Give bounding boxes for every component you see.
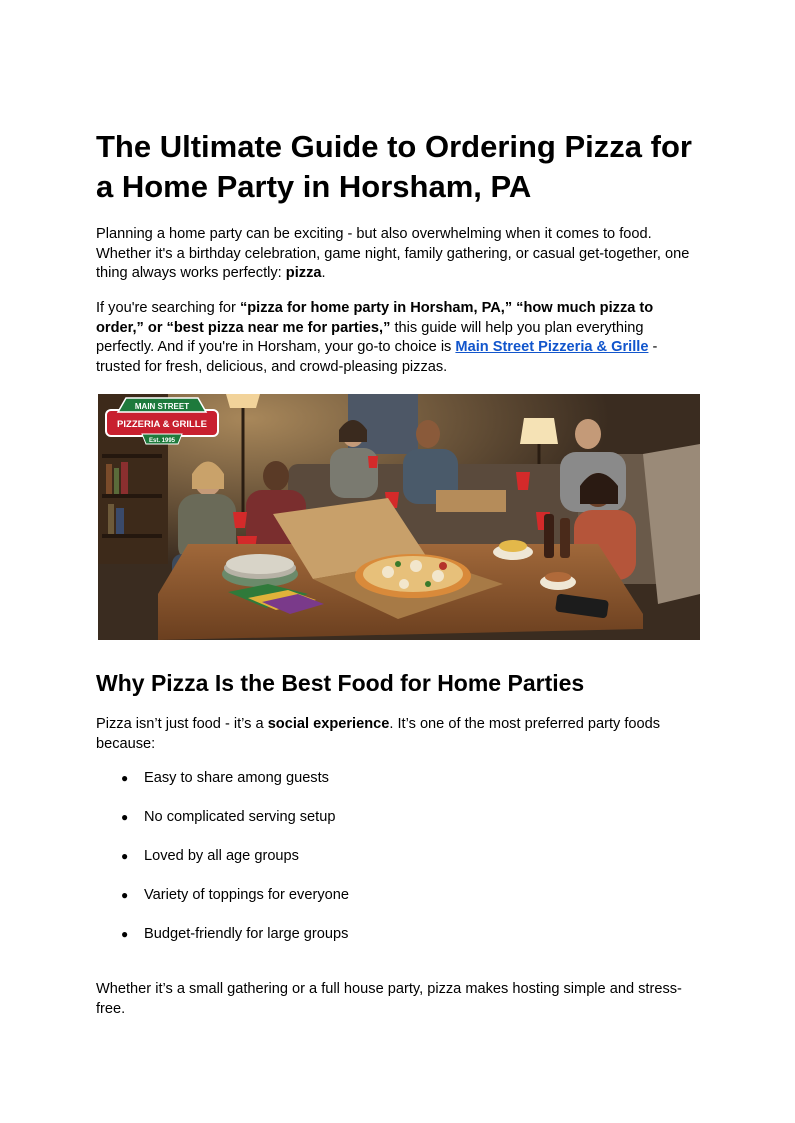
bullet-icon: ● [121, 927, 129, 941]
list-item [96, 847, 696, 886]
intro-paragraph [96, 225, 701, 284]
intro-text: Planning a home party can be exciting - but also overwhelming when it comes to food. Whether it's a birthday celebration, game night, family gathering, or casual get-together, one thing always works perfectly: [96, 226, 690, 281]
lamp-shade-icon [226, 394, 260, 408]
list-item-text: Variety of toppings for everyone [144, 887, 349, 903]
closing-paragraph: Whether it’s a small gathering or a full house party, pizza makes hosting simple and stress-free. [96, 981, 682, 1017]
list-item-text: No complicated serving setup [144, 809, 336, 825]
list-item-text: Budget-friendly for large groups [144, 926, 349, 942]
search-lead: If you're searching for [96, 300, 240, 316]
search-bold: “pizza for home party in Horsham, PA,” “how much pizza to order,” or “best pizza near me for parties,” [96, 300, 654, 336]
list-item [96, 886, 696, 925]
search-middle: this guide will help you plan everything perfectly. And if you're in Horsham, your go-to choice is [96, 319, 644, 355]
list-item-text: Easy to share among guests [144, 770, 329, 786]
logo-est-text: Est. 1995 [148, 438, 176, 444]
page-title: The Ultimate Guide to Ordering Pizza for a Home Party in Horsham, PA [96, 129, 692, 204]
main-street-pizzeria-link[interactable]: Main Street Pizzeria & Grille [455, 339, 649, 355]
search-paragraph [96, 299, 701, 377]
bullet-icon: ● [121, 888, 129, 902]
list-item-text: Loved by all age groups [144, 848, 299, 864]
search-end: - trusted for fresh, delicious, and crowd-pleasing pizzas. [96, 339, 658, 375]
logo-top-text: MAIN STREET [134, 402, 190, 411]
list-item [96, 925, 696, 964]
intro-end: . [321, 265, 326, 281]
section-intro-bold: social experience [267, 716, 390, 732]
list-item [96, 769, 696, 808]
bullet-icon: ● [121, 849, 129, 863]
section-intro-lead: Pizza isn’t just food - it’s a [96, 716, 268, 732]
bullet-icon: ● [121, 810, 129, 824]
section-heading: Why Pizza Is the Best Food for Home Parties [96, 670, 585, 696]
benefits-list [96, 769, 696, 964]
section-intro-end: . It’s one of the most preferred party foods because: [96, 716, 661, 752]
intro-bold: pizza [285, 265, 322, 281]
section-intro [96, 715, 701, 754]
list-item [96, 808, 696, 847]
logo-main-text: PIZZERIA & GRILLE [117, 419, 207, 430]
stacked-boxes [436, 490, 506, 512]
party-photo [98, 394, 700, 640]
bullet-icon: ● [121, 771, 129, 785]
bottles [544, 514, 554, 558]
table-lamp-icon [520, 418, 558, 444]
